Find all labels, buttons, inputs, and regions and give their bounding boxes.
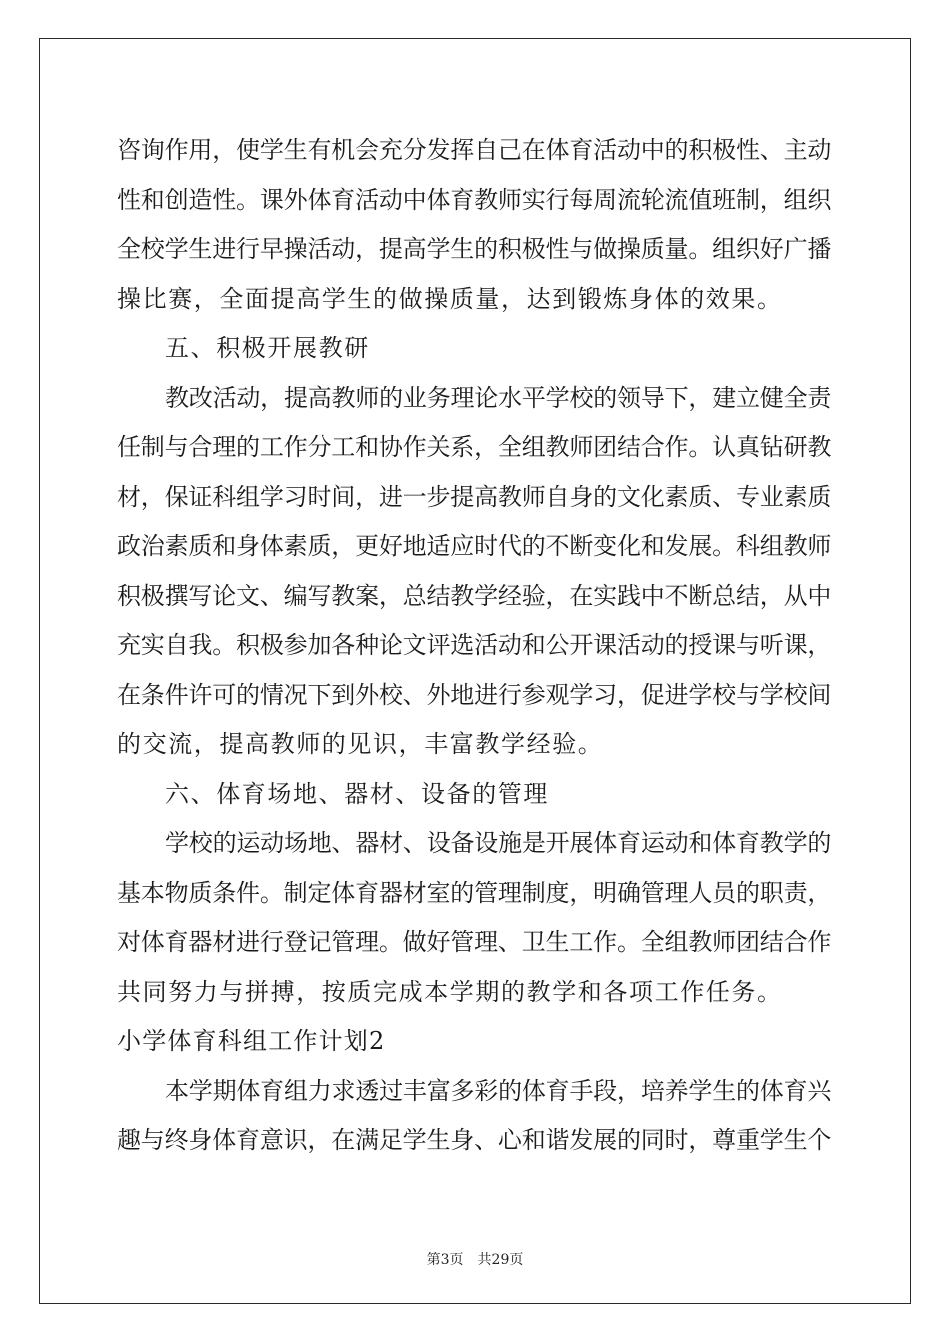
- paragraph-line: 在条件许可的情况下到外校、外地进行参观学习，促进学校与学校间: [117, 680, 831, 709]
- paragraph-line: 任制与合理的工作分工和协作关系，全组教师团结合作。认真钻研教: [117, 433, 831, 461]
- paragraph-line: 操比赛，全面提高学生的做操质量，达到锻炼身体的效果。: [117, 284, 783, 313]
- paragraph-line: 趣与终身体育意识，在满足学生身、心和谐发展的同时，尊重学生个: [117, 1126, 831, 1154]
- section-heading: 六、体育场地、器材、设备的管理: [165, 779, 549, 808]
- section-heading: 五、积极开展教研: [165, 334, 370, 362]
- paragraph-line: 积极撰写论文、编写教案，总结教学经验，在实践中不断总结，从中: [117, 581, 831, 610]
- paragraph-line: 材，保证科组学习时间，进一步提高教师自身的文化素质、专业素质: [117, 482, 831, 511]
- paragraph-line: 共同努力与拼搏，按质完成本学期的教学和各项工作任务。: [117, 977, 783, 1006]
- paragraph-line: 对体育器材进行登记管理。做好管理、卫生工作。全组教师团结合作: [117, 928, 831, 956]
- page-footer: [0, 1249, 950, 1269]
- page-total: 共29页: [477, 1252, 524, 1268]
- paragraph-line: 政治素质和身体素质，更好地适应时代的不断变化和发展。科组教师: [117, 532, 831, 560]
- paragraph-line: 性和创造性。课外体育活动中体育教师实行每周流轮流值班制，组织: [117, 185, 831, 214]
- paragraph-line: 基本物质条件。制定体育器材室的管理制度，明确管理人员的职责，: [117, 878, 831, 907]
- paragraph-line: 充实自我。积极参加各种论文评选活动和公开课活动的授课与听课，: [117, 631, 831, 659]
- paragraph-line: 学校的运动场地、器材、设备设施是开展体育运动和体育教学的: [165, 829, 831, 857]
- paragraph-line: 全校学生进行早操活动，提高学生的积极性与做操质量。组织好广播: [117, 235, 831, 263]
- paragraph-line: 本学期体育组力求透过丰富多彩的体育手段，培养学生的体育兴: [165, 1076, 831, 1105]
- document-body: [117, 126, 831, 1166]
- paragraph-line: 的交流，提高教师的见识，丰富教学经验。: [117, 730, 604, 758]
- page-number: 第3页: [426, 1252, 464, 1268]
- document-subtitle: 小学体育科组工作计划2: [117, 1027, 386, 1055]
- paragraph-line: 教改活动，提高教师的业务理论水平学校的领导下，建立健全责: [165, 383, 831, 412]
- paragraph-line: 咨询作用，使学生有机会充分发挥自己在体育活动中的积极性、主动: [117, 136, 831, 164]
